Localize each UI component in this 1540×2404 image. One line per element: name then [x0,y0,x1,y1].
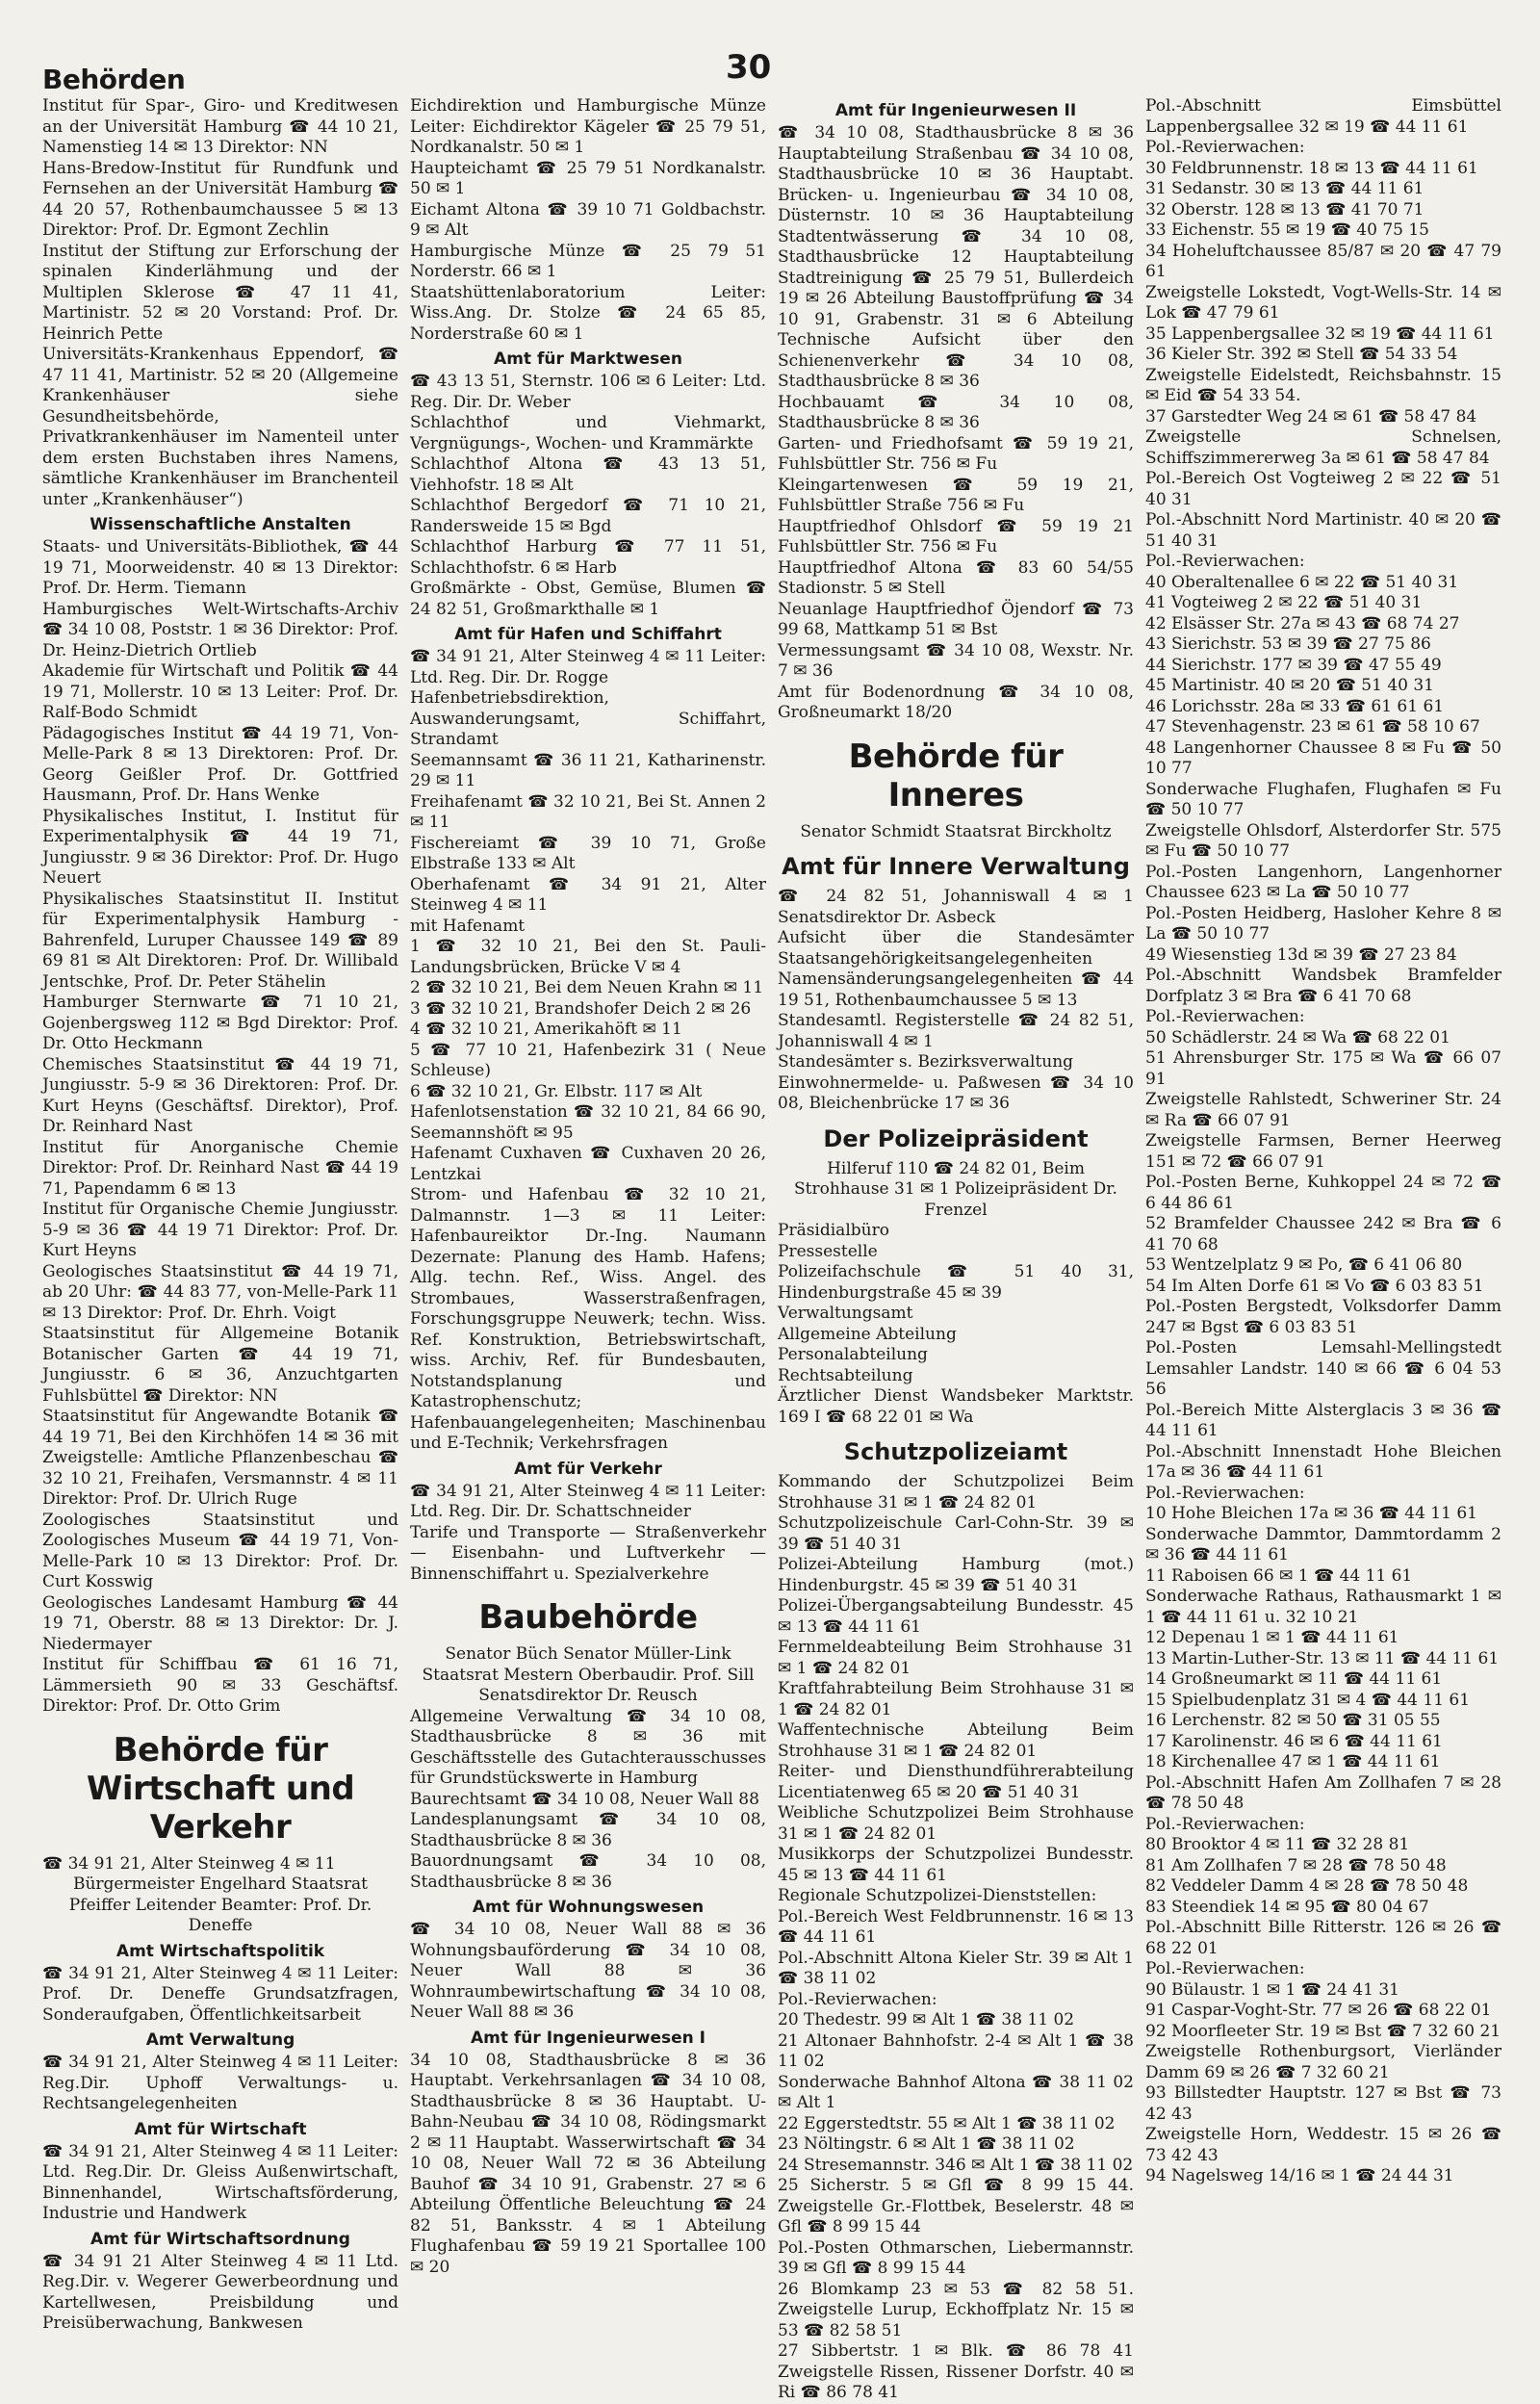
section-heading: Amt für Wohnungswesen [472,1898,705,1917]
directory-entry: Hafenamt Cuxhaven ☎ Cuxhaven 20 26, Lentzkai [410,1144,766,1184]
directory-entry: Garten- und Friedhofsamt ☎ 59 19 21, Fuhlsbüttler Str. 756 ✉ Fu [778,433,1134,474]
directory-entry: Staatshüttenlaboratorium Leiter: Wiss.Ang. Dr. Stolze ☎ 24 65 85, Norderstraße 60 ✉ 1 [410,282,766,344]
directory-entry: Weibliche Schutzpolizei Beim Strohhause 31 ✉ 1 ☎ 24 82 01 [778,1803,1134,1844]
directory-entry: 24 Stresemannstr. 346 ✉ Alt 1 ☎ 38 11 02 [778,2155,1134,2175]
directory-entry: Zoologisches Staatsinstitut und Zoologisches Museum ☎ 44 19 71, Von-Melle-Park 10 ✉ 13 Direktor: Prof. Dr. Curt Kosswig [42,1510,398,1591]
directory-entry: Pol.-Revierwachen: [778,1989,937,2009]
directory-entry: Chemisches Staatsinstitut ☎ 44 19 71, Jungiusstr. 5-9 ✉ 36 Direktoren: Prof. Dr. Kurt Heyns (Geschäftsf. Direktor), Prof. Dr. Reinhard Nast [42,1054,398,1136]
directory-entry: 25 Sicherstr. 5 ✉ Gfl ☎ 8 99 15 44. Zweigstelle Gr.-Flottbek, Beselerstr. 48 ✉ Gfl ☎ 8 99 15 44 [778,2176,1134,2236]
directory-entry: 51 Ahrensburger Str. 175 ✉ Wa ☎ 66 07 91 [1145,1048,1502,1089]
directory-entry: Eichdirektion und Hamburgische Münze Leiter: Eichdirektor Kägeler ☎ 25 79 51, Nordkanalstr. 50 ✉ 1 [410,96,766,157]
directory-entry: 49 Wiesenstieg 13d ✉ 39 ☎ 27 23 84 [1145,944,1457,965]
directory-entry: Pol.-Posten Heidberg, Hasloher Kehre 8 ✉ La ☎ 50 10 77 [1145,903,1502,944]
directory-entry: Freihafenamt ☎ 32 10 21, Bei St. Annen 2 ✉ 11 [410,791,766,832]
section-heading: Amt für Ingenieurwesen II [834,101,1077,120]
directory-entry: Sonderwache Bahnhof Altona ☎ 38 11 02 ✉ Alt 1 [778,2072,1134,2112]
section-heading: Amt für Wirtschaftsordnung [90,2229,350,2249]
directory-entry: 45 Martinistr. 40 ✉ 20 ☎ 51 40 31 [1145,676,1434,695]
directory-entry: Verwaltungsamt [778,1304,913,1323]
directory-entry: Zweigstelle Rahlstedt, Schweriner Str. 24 ✉ Ra ☎ 66 07 91 [1145,1090,1502,1130]
section-heading: Amt für Hafen und Schiffahrt [454,625,722,644]
directory-entry: Vermessungsamt ☎ 34 10 08, Wexstr. Nr. 7 ✉ 36 [778,640,1134,681]
directory-entry: Standesamtl. Registerstelle ☎ 24 82 51, Johanniswall 4 ✉ 1 [778,1011,1134,1051]
directory-entry: Pol.-Abschnitt Bille Ritterstr. 126 ✉ 26 ☎ 68 22 01 [1145,1918,1502,1958]
directory-entry: 10 Hohe Bleichen 17a ✉ 36 ☎ 44 11 61 [1145,1504,1477,1523]
directory-entry: Hamburger Sternwarte ☎ 71 10 21, Gojenbergsweg 112 ✉ Bgd Direktor: Prof. Dr. Otto Heckmann [42,993,398,1053]
directory-entry: Zweigstelle Ohlsdorf, Alsterdorfer Str. 575 ✉ Fu ☎ 50 10 77 [1145,820,1502,861]
directory-entry: Pol.-Posten Bergstedt, Volksdorfer Damm 247 ✉ Bgst ☎ 6 03 83 51 [1145,1297,1502,1337]
directory-entry: Strom- und Hafenbau ☎ 32 10 21, Dalmannstr. 1—3 ✉ 11 Leiter: Hafenbaureiktor Dr.-Ing. Naumann Dezernate: Planung des Hamb. Hafens; Allg. techn. Ref., Wiss. Angel. des Strombaues, Wasserstraßenfragen, Forschungsgruppe Neuwerk; techn. Wiss. Ref. Konstruktion, Betriebswirtschaft, wiss. Archiv, Ref. für Bundesbauten, Notstandsplanung und Katastrophenschutz; Hafenbauangelegenheiten; Maschinenbau und E-Technik; Verkehrsfragen [410,1185,766,1453]
directory-entry: Rechtsabteilung [778,1365,913,1385]
directory-entry: Pol.-Bereich Mitte Alsterglacis 3 ✉ 36 ☎ 44 11 61 [1145,1400,1502,1440]
directory-entry: ☎ 34 91 21, Alter Steinweg 4 ✉ 11 Leiter: Ltd. Reg. Dir. Dr. Schattschneider [410,1481,766,1521]
directory-entry: ☎ 43 13 51, Sternstr. 106 ✉ 6 Leiter: Ltd. Reg. Dir. Dr. Weber [410,372,766,412]
directory-entry: 92 Moorfleeter Str. 19 ✉ Bst ☎ 7 32 60 21 [1145,2021,1502,2041]
column-4 [1145,96,1502,2368]
directory-entry: 1 ☎ 32 10 21, Bei den St. Pauli-Landungsbrücken, Brücke V ✉ 4 [410,937,766,977]
directory-entry: 15 Spielbudenplatz 31 ✉ 4 ☎ 44 11 61 [1145,1690,1471,1710]
column-container [42,96,1502,2402]
directory-entry: Sonderwache Dammtor, Dammtordamm 2 ✉ 36 ☎ 44 11 61 [1145,1524,1502,1564]
directory-entry: ☎ 34 91 21, Alter Steinweg 4 ✉ 11 Leiter: Prof. Dr. Deneffe Grundsatzfragen, Sonderaufgaben, Öffentlichkeitsarbeit [42,1963,398,2025]
directory-entry: Hamburgisches Welt-Wirtschafts-Archiv ☎ 34 10 08, Poststr. 1 ✉ 36 Direktor: Prof. Dr. Heinz-Dietrich Ortlieb [42,599,398,660]
directory-entry: 43 Sierichstr. 53 ✉ 39 ☎ 27 75 86 [1145,634,1431,654]
section-heading: Amt Wirtschaftspolitik [116,1941,325,1961]
directory-entry: Sonderwache Rathaus, Rathausmarkt 1 ✉ 1 ☎ 44 11 61 u. 32 10 21 [1145,1587,1502,1627]
directory-entry: Zweigstelle Rothenburgsort, Vierländer Damm 69 ✉ 26 ☎ 7 32 60 21 [1145,2042,1502,2082]
directory-entry: Pol.-Revierwachen: [1145,1814,1305,1834]
directory-entry: 18 Kirchenallee 47 ✉ 1 ☎ 44 11 61 [1145,1752,1441,1771]
directory-entry: Schlachthof und Viehmarkt, Vergnügungs-, Wochen- und Krammärkte [410,413,766,453]
directory-entry: Pol.-Abschnitt Hafen Am Zollhafen 7 ✉ 28 ☎ 78 50 48 [1145,1772,1502,1813]
directory-entry: Pressestelle [778,1241,878,1261]
directory-entry: 53 Wentzelplatz 9 ✉ Po, ☎ 6 41 06 80 [1145,1255,1463,1275]
directory-entry: Hauptfriedhof Altona ☎ 83 60 54/55 Stadionstr. 5 ✉ Stell [778,557,1134,598]
directory-entry: Pol.-Bereich Ost Vogteiweg 2 ✉ 22 ☎ 51 40 31 [1145,469,1502,509]
directory-entry: 83 Steendiek 14 ✉ 95 ☎ 80 04 67 [1145,1897,1429,1917]
directory-entry: Geologisches Landesamt Hamburg ☎ 44 19 71, Oberstr. 88 ✉ 13 Direktor: Dr. J. Niedermayer [42,1592,398,1654]
page-header [42,29,1502,96]
directory-entry: Fernmeldeabteilung Beim Strohhause 31 ✉ 1 ☎ 24 82 01 [778,1638,1134,1678]
directory-entry: 3 ☎ 32 10 21, Brandshofer Deich 2 ✉ 26 [410,998,752,1019]
directory-entry: 93 Billstedter Hauptstr. 127 ✉ Bst ☎ 73 42 43 [1145,2083,1502,2124]
directory-entry: ☎ 34 10 08, Stadthausbrücke 8 ✉ 36 Hauptabteilung Straßenbau ☎ 34 10 08, Stadthausbrücke 10 ✉ 36 Hauptabt. Brücken- u. Ingenieurbau ☎ 34 10 08, Düsternstr. 10 ✉ 36 Hauptabteilung Stadtentwässerung ☎ 34 10 08, Stadthausbrücke 12 Hauptabteilung Stadtreinigung ☎ 25 79 51, Bullerdeich 19 ✉ 26 Abteilung Baustoffprüfung ☎ 34 10 91, Grabenstr. 31 ✉ 6 Abteilung Technische Aufsicht über den Schienenverkehr ☎ 34 10 08, Stadthausbrücke 8 ✉ 36 [778,123,1134,391]
directory-entry: Schlachthof Bergedorf ☎ 71 10 21, Randersweide 15 ✉ Bgd [410,496,766,536]
directory-entry: ☎ 34 91 21 Alter Steinweg 4 ✉ 11 Ltd. Reg.Dir. v. Wegerer Gewerbeordnung und Kartellwesen, Preisbildung und Preisüberwachung, Bankwesen [42,2251,398,2333]
directory-entry: 26 Blomkamp 23 ✉ 53 ☎ 82 58 51. Zweigstelle Lurup, Eckhoffplatz Nr. 15 ✉ 53 ☎ 82 58 51 [778,2279,1134,2340]
directory-entry: Institut der Stiftung zur Erforschung der spinalen Kinderlähmung und der Multiplen Sklerose ☎ 47 11 41, Martinistr. 52 ✉ 20 Vorstand: Prof. Dr. Heinrich Pette [42,241,398,344]
directory-entry: 34 10 08, Stadthausbrücke 8 ✉ 36 Hauptabt. Verkehrsanlagen ☎ 34 10 08, Stadthausbrücke 8 ✉ 36 Hauptabt. U-Bahn-Neubau ☎ 34 10 08, Rödingsmarkt 2 ✉ 11 Hauptabt. Wasserwirtschaft ☎ 34 10 08, Neuer Wall 72 ✉ 36 Abteilung Bauhof ☎ 34 10 91, Grabenstr. 27 ✉ 6 Abteilung Öffentliche Beleuchtung ☎ 24 82 51, Banksstr. 4 ✉ 1 Abteilung Flughafenbau ☎ 59 19 21 Sportallee 100 ✉ 20 [410,2050,766,2277]
directory-entry: Polizeifachschule ☎ 51 40 31, Hindenburgstraße 45 ✉ 39 [778,1262,1134,1303]
directory-entry: Tarife und Transporte — Straßenverkehr — Eisenbahn- und Luftverkehr — Binnenschiffahrt u. Spezialverkehre [410,1522,766,1584]
directory-entry: Bürgermeister Engelhard Staatsrat Pfeiffer Leitender Beamter: Prof. Dr. Deneffe [68,1874,372,1935]
directory-entry: Landesplanungsamt ☎ 34 10 08, Stadthausbrücke 8 ✉ 36 [410,1810,766,1850]
directory-entry: 22 Eggerstedtstr. 55 ✉ Alt 1 ☎ 38 11 02 [778,2113,1116,2133]
directory-entry: Hilferuf 110 ☎ 24 82 01, Beim Strohhause 31 ✉ 1 Polizeipräsident Dr. Frenzel [794,1158,1117,1220]
directory-entry: 34 Hoheluftchaussee 85/87 ✉ 20 ☎ 47 79 61 [1145,241,1502,281]
directory-entry: Allgemeine Abteilung [778,1324,957,1344]
directory-entry: Hans-Bredow-Institut für Rundfunk und Fernsehen an der Universität Hamburg ☎ 44 20 57, Rothenbaumchaussee 5 ✉ 13 Direktor: Prof. Dr. Egmont Zechlin [42,158,398,240]
column-1 [42,96,398,2368]
directory-entry: 20 Thedestr. 99 ✉ Alt 1 ☎ 38 11 02 [778,2010,1075,2029]
directory-entry: Pol.-Posten Lemsahl-Mellingstedt Lemsahler Landstr. 140 ✉ 66 ☎ 6 04 53 56 [1145,1338,1502,1399]
directory-entry: 52 Bramfelder Chaussee 242 ✉ Bra ☎ 6 41 70 68 [1145,1214,1502,1254]
section-heading: Amt für Marktwesen [494,349,682,369]
directory-entry: 14 Großneumarkt ✉ 11 ☎ 44 11 61 [1145,1669,1443,1689]
column-2 [410,96,766,2368]
directory-entry: 17 Karolinenstr. 46 ✉ 6 ☎ 44 11 61 [1145,1731,1443,1751]
directory-entry: Kommando der Schutzpolizei Beim Strohhause 31 ✉ 1 ☎ 24 82 01 [778,1472,1134,1512]
directory-entry: Schlachthof Harburg ☎ 77 11 51, Schlachthofstr. 6 ✉ Harb [410,537,766,578]
directory-entry: Pol.-Abschnitt Eimsbüttel Lappenbergsallee 32 ✉ 19 ☎ 44 11 61 [1145,96,1502,137]
directory-entry: 50 Schädlerstr. 24 ✉ Wa ☎ 68 22 01 [1145,1027,1450,1047]
directory-entry: Kleingartenwesen ☎ 59 19 21, Fuhlsbüttler Straße 756 ✉ Fu [778,475,1134,515]
directory-entry: Pol.-Abschnitt Wandsbek Bramfelder Dorfplatz 3 ✉ Bra ☎ 6 41 70 68 [1145,966,1502,1006]
directory-entry: Ärztlicher Dienst Wandsbeker Marktstr. 169 I ☎ 68 22 01 ✉ Wa [778,1386,1134,1427]
directory-entry: 44 Sierichstr. 177 ✉ 39 ☎ 47 55 49 [1145,655,1442,675]
directory-entry: Universitäts-Krankenhaus Eppendorf, ☎ 47 11 41, Martinistr. 52 ✉ 20 (Allgemeine Krankenhäuser siehe Gesundheitsbehörde, Privatkrankenhäuser im Namenteil unter dem ersten Buchstaben ihres Namens, sämtliche Krankenhäuser im Branchenteil unter „Krankenhäuser“) [42,345,398,509]
section-heading: Wissenschaftliche Anstalten [90,515,351,534]
directory-entry: Musikkorps der Schutzpolizei Bundesstr. 45 ✉ 13 ☎ 44 11 61 [778,1845,1134,1885]
directory-entry: 37 Garstedter Weg 24 ✉ 61 ☎ 58 47 84 [1145,406,1477,427]
directory-entry: Aufsicht über die Standesämter Staatsangehörigkeitsangelegenheiten Namensänderungsangelegenheiten ☎ 44 19 51, Rothenbaumchaussee 5 ✉ 13 [778,928,1134,1010]
directory-entry: 13 Martin-Luther-Str. 13 ✉ 11 ☎ 44 11 61 [1145,1648,1500,1668]
directory-entry: ☎ 34 91 21, Alter Steinweg 4 ✉ 11 Leiter: Reg.Dir. Uphoff Verwaltungs- u. Rechtsangelegenheiten [42,2053,398,2113]
directory-entry: Zweigstelle Farmsen, Berner Heerweg 151 ✉ 72 ☎ 66 07 91 [1145,1131,1502,1172]
directory-entry: 12 Depenau 1 ✉ 1 ☎ 44 11 61 [1145,1628,1399,1647]
directory-entry: Staats- und Universitäts-Bibliothek, ☎ 44 19 71, Moorweidenstr. 40 ✉ 13 Direktor: Prof. Dr. Herm. Tiemann [42,537,398,598]
directory-entry: Reiter- und Diensthundführerabteilung Licentiatenweg 65 ✉ 20 ☎ 51 40 31 [778,1762,1134,1802]
directory-entry: 27 Sibbertstr. 1 ✉ Blk. ☎ 86 78 41 Zweigstelle Rissen, Rissener Dorfstr. 40 ✉ Ri ☎ 86 78 41 [778,2341,1134,2402]
directory-entry: Pol.-Posten Berne, Kuhkoppel 24 ✉ 72 ☎ 6 44 86 61 [1145,1173,1502,1213]
directory-entry: Pol.-Revierwachen: [1145,552,1305,571]
directory-entry: 41 Vogteiweg 2 ✉ 22 ☎ 51 40 31 [1145,593,1423,612]
directory-entry: Hamburgische Münze ☎ 25 79 51 Norderstr. 66 ✉ 1 [410,241,766,281]
directory-entry: Zweigstelle Schnelsen, Schiffszimmererweg 3a ✉ 61 ☎ 58 47 84 [1145,427,1502,468]
column-3 [778,96,1134,2402]
directory-entry: 21 Altonaer Bahnhofstr. 2-4 ✉ Alt 1 ☎ 38 11 02 [778,2030,1134,2071]
directory-entry: Oberhafenamt ☎ 34 91 21, Alter Steinweg 4 ✉ 11 [410,874,766,915]
directory-entry: Haupteichamt ☎ 25 79 51 Nordkanalstr. 50 ✉ 1 [410,158,766,198]
directory-entry: Seemannsamt ☎ 36 11 21, Katharinenstr. 29 ✉ 11 [410,750,766,790]
directory-entry: Pol.-Posten Othmarschen, Liebermannstr. 39 ✉ Gfl ☎ 8 99 15 44 [778,2237,1134,2278]
directory-entry: 5 ☎ 77 10 21, Hafenbezirk 31 ( Neue Schleuse) [410,1040,766,1080]
directory-entry: Zweigstelle Lokstedt, Vogt-Wells-Str. 14 ✉ Lok ☎ 47 79 61 [1145,282,1502,323]
directory-entry: Institut für Schiffbau ☎ 61 16 71, Lämmersieth 90 ✉ 33 Geschäftsf. Direktor: Prof. Dr. Otto Grim [42,1655,398,1716]
directory-entry: 46 Lorichsstr. 28a ✉ 33 ☎ 61 61 61 [1145,696,1445,716]
directory-entry: 4 ☎ 32 10 21, Amerikahöft ✉ 11 [410,1020,682,1039]
directory-entry: 54 Im Alten Dorfe 61 ✉ Vo ☎ 6 03 83 51 [1145,1276,1484,1296]
directory-entry: Präsidialbüro [778,1221,889,1240]
directory-entry: 90 Bülaustr. 1 ✉ 1 ☎ 24 41 31 [1145,1979,1399,2000]
directory-entry: Senator Büch Senator Müller-Link Staatsrat Mestern Oberbaudir. Prof. Sill Senatsdirektor Dr. Reusch [422,1644,755,1705]
directory-entry: 31 Sedanstr. 30 ✉ 13 ☎ 44 11 61 [1145,179,1424,198]
directory-entry: Pädagogisches Institut ☎ 44 19 71, Von-Melle-Park 8 ✉ 13 Direktoren: Prof. Dr. Georg Geißler Prof. Dr. Gottfried Hausmann, Prof. Dr. Hans Wenke [42,723,398,805]
directory-entry: Pol.-Posten Langenhorn, Langenhorner Chaussee 623 ✉ La ☎ 50 10 77 [1145,862,1502,902]
directory-entry: Physikalisches Institut, I. Institut für Experimentalphysik ☎ 44 19 71, Jungiusstr. 9 ✉ 36 Direktor: Prof. Dr. Hugo Neuert [42,806,398,888]
directory-entry: Institut für Anorganische Chemie Direktor: Prof. Dr. Reinhard Nast ☎ 44 19 71, Papendamm 6 ✉ 13 [42,1137,398,1199]
directory-entry: Physikalisches Staatsinstitut II. Institut für Experimentalphysik Hamburg - Bahrenfeld, Luruper Chaussee 149 ☎ 89 69 81 ✉ Alt Direktoren: Prof. Dr. Willibald Jentschke, Prof. Dr. Peter Stähelin [42,889,398,992]
directory-entry: 80 Brooktor 4 ✉ 11 ☎ 32 28 81 [1145,1835,1410,1854]
directory-entry: Hauptfriedhof Ohlsdorf ☎ 59 19 21 Fuhlsbüttler Str. 756 ✉ Fu [778,516,1134,556]
section-heading: Amt für Wirtschaft [134,2119,307,2139]
directory-entry: Einwohnermelde- u. Paßwesen ☎ 34 10 08, Bleichenbrücke 17 ✉ 36 [778,1073,1134,1113]
directory-entry: ☎ 34 91 21, Alter Steinweg 4 ✉ 11 [42,1853,336,1874]
directory-entry: Pol.-Abschnitt Innenstadt Hohe Bleichen 17a ✉ 36 ☎ 44 11 61 [1145,1441,1502,1482]
directory-entry: Staatsinstitut für Allgemeine Botanik Botanischer Garten ☎ 44 19 71, Jungiusstr. 6 ✉ 36, Anzuchtgarten Fuhlsbüttel ☎ Direktor: NN [42,1324,398,1406]
directory-entry: 81 Am Zollhafen 7 ✉ 28 ☎ 78 50 48 [1145,1855,1447,1875]
directory-entry: Zweigstelle Horn, Weddestr. 15 ✉ 26 ☎ 73 42 43 [1145,2125,1502,2165]
directory-entry: Personalabteilung [778,1345,928,1364]
directory-entry: Staatsinstitut für Angewandte Botanik ☎ 44 19 71, Bei den Kirchhöfen 14 ✉ 36 mit Zweigstelle: Amtliche Pflanzenbeschau ☎ 32 10 21, Freihafen, Versmannstr. 4 ✉ 11 Direktor: Prof. Dr. Ulrich Ruge [42,1407,398,1509]
section-heading: Amt für Ingenieurwesen I [470,2028,706,2048]
directory-entry: Baurechtsamt ☎ 34 10 08, Neuer Wall 88 [410,1789,759,1809]
directory-entry: Hafenbetriebsdirektion, Auswanderungsamt, Schiffahrt, Strandamt [410,688,766,749]
section-heading: Amt für Innere Verwaltung [782,853,1130,880]
directory-entry: Institut für Organische Chemie Jungiusstr. 5-9 ✉ 36 ☎ 44 19 71 Direktor: Prof. Dr. Kurt Heyns [42,1200,398,1260]
directory-entry: Pol.-Revierwachen: [1145,1959,1305,1978]
section-heading: Behörde für Inneres [848,737,1064,814]
section-heading: Amt Verwaltung [145,2030,295,2050]
directory-entry: Pol.-Revierwachen: [1145,138,1305,157]
directory-entry: ☎ 24 82 51, Johanniswall 4 ✉ 1 Senatsdirektor Dr. Asbeck [778,887,1134,927]
directory-entry: Pol.-Abschnitt Altona Kieler Str. 39 ✉ Alt 1 ☎ 38 11 02 [778,1948,1134,1988]
directory-entry: Allgemeine Verwaltung ☎ 34 10 08, Stadthausbrücke 8 ✉ 36 mit Geschäftsstelle des Gutachterausschusses für Grundstückswerte in Hamburg [410,1706,766,1788]
section-heading: Schutzpolizeiamt [843,1438,1068,1465]
directory-entry: Pol.-Abschnitt Nord Martinistr. 40 ✉ 20 ☎ 51 40 31 [1145,510,1502,551]
directory-entry: Regionale Schutzpolizei-Dienststellen: [778,1886,1097,1905]
directory-entry: 48 Langenhorner Chaussee 8 ✉ Fu ☎ 50 10 77 [1145,737,1502,778]
page-number: 30 [726,48,772,87]
directory-entry: ☎ 34 91 21, Alter Steinweg 4 ✉ 11 Leiter: Ltd. Reg.Dir. Dr. Gleiss Außenwirtschaft, Binnenhandel, Wirtschaftsförderung, Industrie und Handwerk [42,2141,398,2223]
directory-entry: Großmärkte - Obst, Gemüse, Blumen ☎ 24 82 51, Großmarkthalle ✉ 1 [410,579,766,619]
directory-entry: Polizei-Abteilung Hamburg (mot.) Hindenburgstr. 45 ✉ 39 ☎ 51 40 31 [778,1555,1134,1595]
directory-entry: 42 Elsässer Str. 27a ✉ 43 ☎ 68 74 27 [1145,613,1460,633]
directory-entry: Fischereiamt ☎ 39 10 71, Große Elbstraße 133 ✉ Alt [410,833,766,873]
section-heading: Behörde für Wirtschaft und Verkehr [86,1730,355,1847]
section-heading: Amt für Verkehr [514,1459,662,1479]
directory-entry: ☎ 34 10 08, Neuer Wall 88 ✉ 36 Wohnungsbauförderung ☎ 34 10 08, Neuer Wall 88 ✉ 36 Wohnraumbewirtschaftung ☎ 34 10 08, Neuer Wall 88 ✉ 36 [410,1920,766,2022]
directory-entry: Zweigstelle Eidelstedt, Reichsbahnstr. 15 ✉ Eid ☎ 54 33 54. [1145,365,1502,405]
directory-entry: Eichamt Altona ☎ 39 10 71 Goldbachstr. 9 ✉ Alt [410,199,766,240]
directory-entry: 91 Caspar-Voght-Str. 77 ✉ 26 ☎ 68 22 01 [1145,2001,1492,2020]
directory-entry: Pol.-Revierwachen: [1145,1007,1305,1026]
directory-entry: Senator Schmidt Staatsrat Birckholtz [800,821,1112,841]
directory-entry: 2 ☎ 32 10 21, Bei dem Neuen Krahn ✉ 11 [410,978,764,997]
directory-entry: 32 Oberstr. 128 ✉ 13 ☎ 41 70 71 [1145,199,1424,220]
directory-entry: Neuanlage Hauptfriedhof Öjendorf ☎ 73 99 68, Mattkamp 51 ✉ Bst [778,599,1134,639]
directory-entry: Bauordnungsamt ☎ 34 10 08, Stadthausbrücke 8 ✉ 36 [410,1851,766,1892]
directory-entry: Pol.-Revierwachen: [1145,1483,1305,1503]
directory-entry: Schlachthof Altona ☎ 43 13 51, Viehhofstr. 18 ✉ Alt [410,454,766,495]
directory-entry: 33 Eichenstr. 55 ✉ 19 ☎ 40 75 15 [1145,220,1429,240]
directory-entry: 82 Veddeler Damm 4 ✉ 28 ☎ 78 50 48 [1145,1876,1469,1896]
directory-entry: Kraftfahrabteilung Beim Strohhause 31 ✉ 1 ☎ 24 82 01 [778,1679,1134,1719]
section-heading: Der Polizeipräsident [823,1124,1089,1152]
directory-entry: Hochbauamt ☎ 34 10 08, Stadthausbrücke 8 ✉ 36 [778,392,1134,432]
directory-entry: Geologisches Staatsinstitut ☎ 44 19 71, ab 20 Uhr: ☎ 44 83 77, von-Melle-Park 11 ✉ 13 Direktor: Prof. Dr. Ehrh. Voigt [42,1261,398,1323]
directory-entry: 23 Nöltingstr. 6 ✉ Alt 1 ☎ 38 11 02 [778,2134,1075,2154]
directory-entry: 94 Nagelsweg 14/16 ✉ 1 ☎ 24 44 31 [1145,2166,1454,2185]
directory-entry: Waffentechnische Abteilung Beim Strohhause 31 ✉ 1 ☎ 24 82 01 [778,1720,1134,1761]
directory-entry: 16 Lerchenstr. 82 ✉ 50 ☎ 31 05 55 [1145,1711,1441,1730]
directory-entry: Polizei-Übergangsabteilung Bundesstr. 45 ✉ 13 ☎ 44 11 61 [778,1596,1134,1637]
directory-entry: Hafenlotsenstation ☎ 32 10 21, 84 66 90, Seemannshöft ✉ 95 [410,1102,766,1143]
directory-entry: Amt für Bodenordnung ☎ 34 10 08, Großneumarkt 18/20 [778,682,1134,722]
directory-entry: mit Hafenamt [410,916,526,936]
directory-entry: 40 Oberaltenallee 6 ✉ 22 ☎ 51 40 31 [1145,572,1459,592]
section-heading: Baubehörde [478,1598,698,1637]
directory-entry: Institut für Spar-, Giro- und Kreditwesen an der Universität Hamburg ☎ 44 10 21, Namenstieg 14 ✉ 13 Direktor: NN [42,96,398,157]
directory-entry: Standesämter s. Bezirksverwaltung [778,1052,1074,1072]
directory-entry: Pol.-Bereich West Feldbrunnenstr. 16 ✉ 13 ☎ 44 11 61 [778,1906,1134,1947]
directory-entry: 6 ☎ 32 10 21, Gr. Elbstr. 117 ✉ Alt [410,1081,703,1101]
section-title: Behörden [42,64,186,95]
directory-entry: 11 Raboisen 66 ✉ 1 ☎ 44 11 61 [1145,1565,1413,1586]
directory-entry: 47 Stevenhagenstr. 23 ✉ 61 ☎ 58 10 67 [1145,717,1480,737]
directory-entry: Akademie für Wirtschaft und Politik ☎ 44 19 71, Mollerstr. 10 ✉ 13 Leiter: Prof. Dr. Ralf-Bodo Schmidt [42,661,398,722]
directory-entry: 30 Feldbrunnenstr. 18 ✉ 13 ☎ 44 11 61 [1145,158,1478,178]
directory-entry: ☎ 34 91 21, Alter Steinweg 4 ✉ 11 Leiter: Ltd. Reg. Dir. Dr. Rogge [410,647,766,687]
directory-entry: 36 Kieler Str. 392 ✉ Stell ☎ 54 33 54 [1145,345,1458,364]
directory-entry: Sonderwache Flughafen, Flughafen ✉ Fu ☎ 50 10 77 [1145,779,1502,819]
directory-entry: Schutzpolizeischule Carl-Cohn-Str. 39 ✉ 39 ☎ 51 40 31 [778,1513,1134,1554]
directory-entry: 35 Lappenbergsallee 32 ✉ 19 ☎ 44 11 61 [1145,323,1495,344]
